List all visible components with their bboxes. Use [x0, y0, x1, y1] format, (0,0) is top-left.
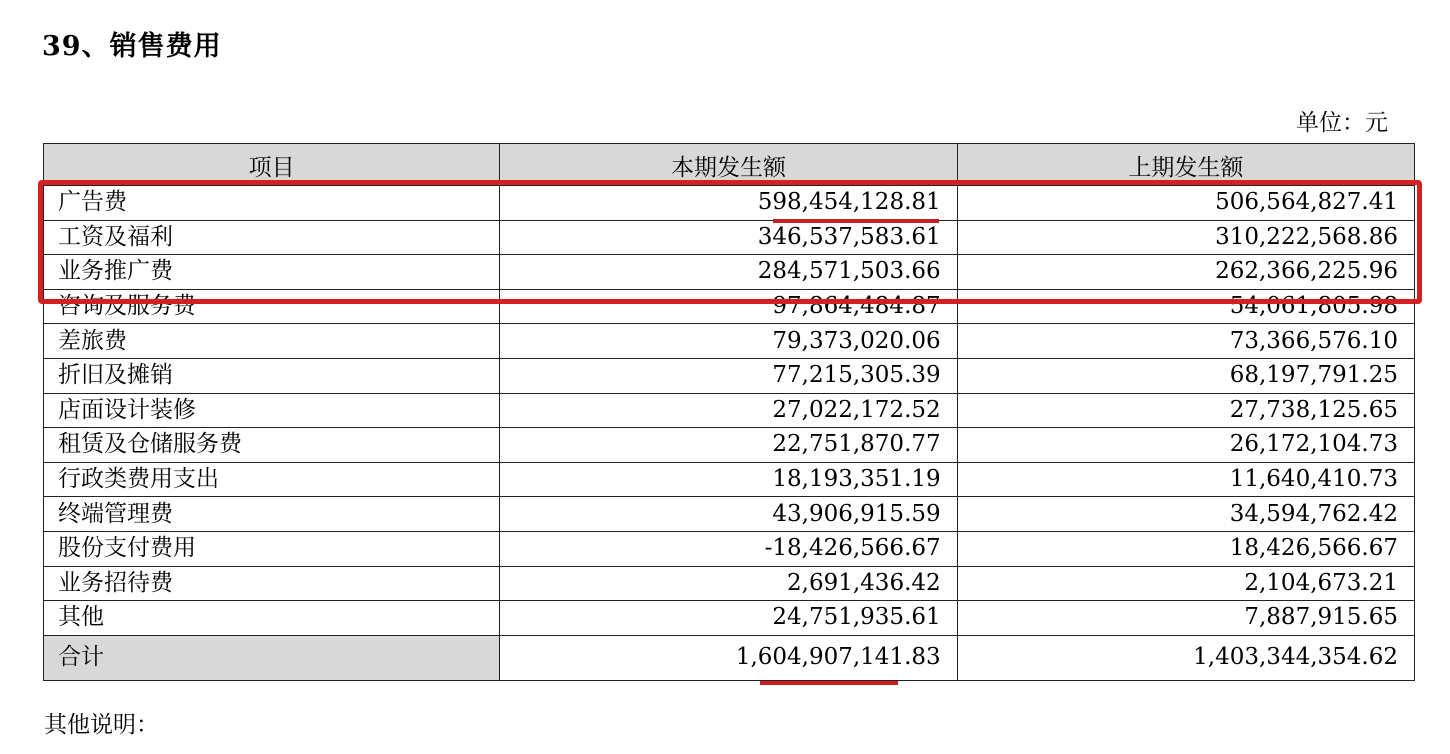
row-previous-amount: 18,426,566.67 — [957, 531, 1414, 566]
table-body — [44, 186, 1415, 681]
row-item-name: 折旧及摊销 — [44, 358, 500, 393]
row-item-name: 店面设计装修 — [44, 393, 500, 428]
row-item-name: 差旅费 — [44, 324, 500, 359]
row-item-name: 其他 — [44, 601, 500, 636]
table-row — [44, 186, 1415, 221]
row-previous-amount: 7,887,915.65 — [957, 601, 1414, 636]
row-current-amount: 598,454,128.81 — [500, 186, 957, 221]
table-row — [44, 566, 1415, 601]
row-item-name: 业务推广费 — [44, 255, 500, 290]
table-row — [44, 531, 1415, 566]
column-header-previous-period: 上期发生额 — [957, 144, 1414, 186]
row-current-amount: 27,022,172.52 — [500, 393, 957, 428]
row-current-amount: 284,571,503.66 — [500, 255, 957, 290]
table-header-row — [44, 144, 1415, 186]
row-current-amount: 79,373,020.06 — [500, 324, 957, 359]
table-row — [44, 255, 1415, 290]
row-previous-amount: 73,366,576.10 — [957, 324, 1414, 359]
total-previous-amount: 1,403,344,354.62 — [957, 635, 1414, 680]
other-notes-label: 其他说明： — [44, 712, 159, 738]
row-previous-amount: 34,594,762.42 — [957, 497, 1414, 532]
row-current-amount: 18,193,351.19 — [500, 462, 957, 497]
table-row — [44, 428, 1415, 463]
row-previous-amount: 2,104,673.21 — [957, 566, 1414, 601]
row-current-amount: 24,751,935.61 — [500, 601, 957, 636]
row-item-name: 行政类费用支出 — [44, 462, 500, 497]
table-row — [44, 601, 1415, 636]
row-item-name: 工资及福利 — [44, 220, 500, 255]
total-row — [44, 635, 1415, 680]
row-previous-amount: 26,172,104.73 — [957, 428, 1414, 463]
total-label: 合计 — [44, 635, 500, 680]
sales-expense-table — [43, 143, 1415, 681]
row-current-amount: 2,691,436.42 — [500, 566, 957, 601]
row-item-name: 广告费 — [44, 186, 500, 221]
column-header-item: 项目 — [44, 144, 500, 186]
total-current-amount: 1,604,907,141.83 — [500, 635, 957, 680]
row-current-amount: 346,537,583.61 — [500, 220, 957, 255]
row-previous-amount: 11,640,410.73 — [957, 462, 1414, 497]
table-row — [44, 462, 1415, 497]
table-row — [44, 358, 1415, 393]
unit-label: 单位：元 — [1296, 110, 1388, 136]
row-item-name: 租赁及仓储服务费 — [44, 428, 500, 463]
row-current-amount: 22,751,870.77 — [500, 428, 957, 463]
table-row — [44, 220, 1415, 255]
row-item-name: 股份支付费用 — [44, 531, 500, 566]
table-row — [44, 497, 1415, 532]
row-current-amount: 97,864,484.87 — [500, 289, 957, 324]
row-previous-amount: 54,061,805.98 — [957, 289, 1414, 324]
row-previous-amount: 310,222,568.86 — [957, 220, 1414, 255]
table-row — [44, 289, 1415, 324]
row-previous-amount: 27,738,125.65 — [957, 393, 1414, 428]
row-item-name: 咨询及服务费 — [44, 289, 500, 324]
row-previous-amount: 68,197,791.25 — [957, 358, 1414, 393]
table-row — [44, 324, 1415, 359]
row-current-amount: -18,426,566.67 — [500, 531, 957, 566]
row-item-name: 终端管理费 — [44, 497, 500, 532]
row-previous-amount: 506,564,827.41 — [957, 186, 1414, 221]
row-previous-amount: 262,366,225.96 — [957, 255, 1414, 290]
table-row — [44, 393, 1415, 428]
underline-mark-total-current — [760, 681, 898, 685]
row-current-amount: 43,906,915.59 — [500, 497, 957, 532]
section-heading: 39、销售费用 — [42, 31, 222, 62]
column-header-current-period: 本期发生额 — [500, 144, 957, 186]
row-item-name: 业务招待费 — [44, 566, 500, 601]
row-current-amount: 77,215,305.39 — [500, 358, 957, 393]
